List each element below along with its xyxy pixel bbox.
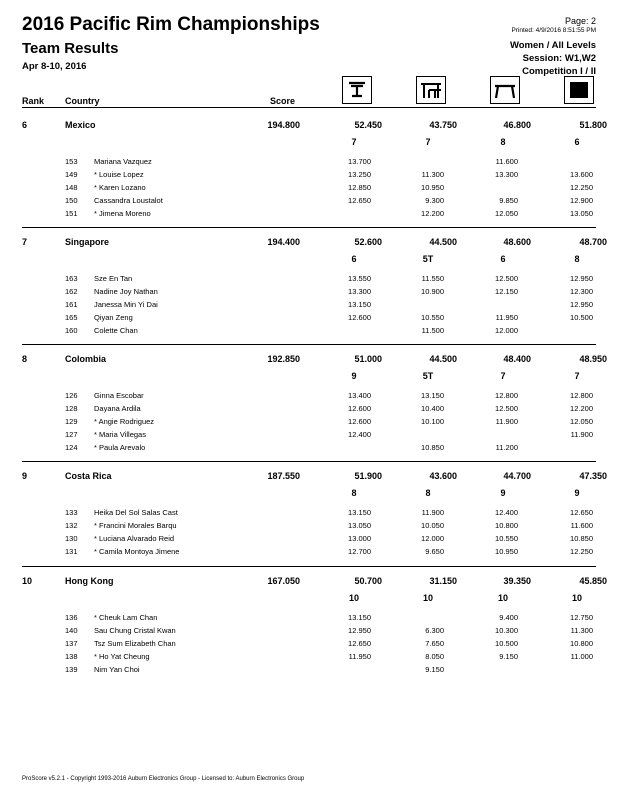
gymnast-event-score: 12.400 (495, 508, 518, 517)
gymnast-name: Sau Chung Cristal Kwan (94, 626, 176, 635)
gymnast-event-score: 13.550 (348, 274, 371, 283)
team-event-rank: 10 (348, 593, 359, 603)
gymnast-number: 127 (65, 430, 78, 439)
gymnast-event-score: 12.050 (495, 209, 518, 218)
gymnast-event-score: 13.150 (348, 613, 371, 622)
gymnast-name: * Maria Villegas (94, 430, 146, 439)
gymnast-event-score: 9.650 (425, 547, 444, 556)
score-column-header: Score (270, 96, 296, 106)
country-column-header: Country (65, 96, 100, 106)
gymnast-event-score: 12.650 (348, 639, 371, 648)
team-rank: 6 (22, 120, 28, 130)
gymnast-event-score: 12.850 (348, 183, 371, 192)
gymnast-event-score: 11.950 (348, 652, 371, 661)
team-event-rank: 10 (422, 593, 433, 603)
gymnast-event-score: 12.200 (421, 209, 444, 218)
team-event-score: 31.150 (429, 576, 457, 586)
gymnast-event-score: 12.400 (348, 430, 371, 439)
gymnast-name: Cassandra Loustalot (94, 196, 163, 205)
team-event-score: 48.400 (503, 354, 531, 364)
gymnast-event-score: 11.900 (570, 430, 593, 439)
team-score: 167.050 (267, 576, 300, 586)
gymnast-number: 138 (65, 652, 78, 661)
team-event-score: 51.000 (354, 354, 382, 364)
team-score: 187.550 (267, 471, 300, 481)
gymnast-event-score: 12.500 (495, 404, 518, 413)
gymnast-name: * Luciana Alvarado Reid (94, 534, 175, 543)
team-rank: 9 (22, 471, 28, 481)
gymnast-number: 140 (65, 626, 78, 635)
team-event-score: 51.800 (579, 120, 607, 130)
gymnast-event-score: 10.500 (495, 639, 518, 648)
team-event-score: 46.800 (503, 120, 531, 130)
gymnast-event-score: 12.250 (570, 547, 593, 556)
team-event-rank: 7 (574, 371, 580, 381)
gymnast-event-score: 12.650 (570, 508, 593, 517)
team-event-rank: 8 (425, 488, 431, 498)
gymnast-event-score: 10.100 (421, 417, 444, 426)
printed-timestamp: Printed: 4/9/2016 8:51:55 PM (511, 27, 596, 34)
gymnast-event-score: 12.600 (348, 417, 371, 426)
gymnast-name: Janessa Min Yi Dai (94, 300, 158, 309)
team-divider (22, 461, 596, 462)
gymnast-event-score: 12.750 (570, 613, 593, 622)
team-event-rank: 5T (422, 254, 434, 264)
team-event-score: 48.950 (579, 354, 607, 364)
team-event-score: 52.450 (354, 120, 382, 130)
team-score: 194.400 (267, 237, 300, 247)
gymnast-event-score: 12.900 (570, 196, 593, 205)
gymnast-event-score: 13.700 (348, 157, 371, 166)
team-divider (22, 227, 596, 228)
team-country: Hong Kong (65, 576, 114, 586)
gymnast-number: 130 (65, 534, 78, 543)
team-event-rank: 8 (351, 488, 357, 498)
gymnast-event-score: 11.000 (570, 652, 593, 661)
gymnast-name: * Paula Arevalo (94, 443, 146, 452)
gymnast-name: * Ho Yat Cheung (94, 652, 150, 661)
competition-label: Competition I / II (522, 66, 596, 77)
gymnast-number: 139 (65, 665, 78, 674)
team-event-score: 48.700 (579, 237, 607, 247)
team-score: 192.850 (267, 354, 300, 364)
rank-column-header: Rank (22, 96, 45, 106)
gymnast-name: Nadine Joy Nathan (94, 287, 158, 296)
gymnast-number: 126 (65, 391, 78, 400)
gymnast-event-score: 11.500 (421, 326, 444, 335)
team-rank: 10 (22, 576, 33, 586)
gymnast-number: 149 (65, 170, 78, 179)
gymnast-event-score: 12.000 (421, 534, 444, 543)
gymnast-event-score: 13.400 (348, 391, 371, 400)
team-event-rank: 9 (500, 488, 506, 498)
gymnast-event-score: 9.150 (425, 665, 444, 674)
gymnast-event-score: 10.050 (421, 521, 444, 530)
gymnast-number: 132 (65, 521, 78, 530)
gymnast-event-score: 9.850 (499, 196, 518, 205)
gymnast-event-score: 10.400 (421, 404, 444, 413)
gymnast-event-score: 11.900 (495, 417, 518, 426)
page-number: Page: 2 (564, 16, 596, 26)
gymnast-event-score: 10.850 (421, 443, 444, 452)
gymnast-event-score: 10.550 (495, 534, 518, 543)
team-country: Mexico (65, 120, 96, 130)
division-label: Women / All Levels (509, 40, 596, 51)
team-event-score: 39.350 (503, 576, 531, 586)
team-event-rank: 9 (351, 371, 357, 381)
meet-dates: Apr 8-10, 2016 (22, 61, 87, 72)
team-event-rank: 10 (571, 593, 582, 603)
team-event-score: 47.350 (579, 471, 607, 481)
uneven-bars-icon (416, 76, 446, 104)
team-event-score: 44.700 (503, 471, 531, 481)
gymnast-name: Ginna Escobar (94, 391, 144, 400)
gymnast-number: 148 (65, 183, 78, 192)
gymnast-event-score: 13.050 (348, 521, 371, 530)
gymnast-name: * Camila Montoya Jimene (94, 547, 180, 556)
gymnast-event-score: 10.950 (421, 183, 444, 192)
gymnast-event-score: 10.300 (495, 626, 518, 635)
gymnast-event-score: 12.150 (495, 287, 518, 296)
team-event-score: 43.750 (429, 120, 457, 130)
gymnast-event-score: 11.200 (495, 443, 518, 452)
gymnast-event-score: 11.300 (570, 626, 593, 635)
gymnast-event-score: 13.300 (495, 170, 518, 179)
gymnast-event-score: 10.950 (495, 547, 518, 556)
gymnast-event-score: 6.300 (425, 626, 444, 635)
team-event-rank: 6 (351, 254, 357, 264)
gymnast-number: 165 (65, 313, 78, 322)
footer-copyright: ProScore v5.2.1 - Copyright 1993-2016 Auburn Electronics Group - Licensed to: Auburn Electronics Group (22, 776, 305, 782)
gymnast-name: * Karen Lozano (94, 183, 146, 192)
gymnast-event-score: 10.800 (495, 521, 518, 530)
gymnast-name: * Louise Lopez (94, 170, 144, 179)
gymnast-event-score: 12.800 (570, 391, 593, 400)
team-score: 194.800 (267, 120, 300, 130)
gymnast-number: 163 (65, 274, 78, 283)
gymnast-event-score: 12.000 (495, 326, 518, 335)
session-label: Session: W1,W2 (522, 53, 596, 64)
gymnast-name: Tsz Sum Elizabeth Chan (94, 639, 176, 648)
team-event-rank: 5T (422, 371, 434, 381)
team-event-rank: 7 (425, 137, 431, 147)
gymnast-event-score: 13.300 (348, 287, 371, 296)
gymnast-name: Heika Del Sol Salas Cast (94, 508, 178, 517)
gymnast-event-score: 12.500 (495, 274, 518, 283)
gymnast-event-score: 13.150 (421, 391, 444, 400)
gymnast-name: * Francini Morales Barqu (94, 521, 177, 530)
team-event-rank: 6 (500, 254, 506, 264)
gymnast-name: * Jimena Moreno (94, 209, 151, 218)
team-event-score: 45.850 (579, 576, 607, 586)
team-rank: 8 (22, 354, 28, 364)
gymnast-event-score: 12.950 (570, 274, 593, 283)
gymnast-event-score: 12.950 (570, 300, 593, 309)
page-title: 2016 Pacific Rim Championships (22, 14, 320, 35)
gymnast-event-score: 13.000 (348, 534, 371, 543)
gymnast-event-score: 11.600 (570, 521, 593, 530)
gymnast-event-score: 12.600 (348, 313, 371, 322)
gymnast-name: Sze En Tan (94, 274, 133, 283)
gymnast-number: 150 (65, 196, 78, 205)
gymnast-event-score: 10.500 (570, 313, 593, 322)
gymnast-number: 151 (65, 209, 78, 218)
gymnast-event-score: 12.050 (570, 417, 593, 426)
gymnast-number: 128 (65, 404, 78, 413)
gymnast-number: 133 (65, 508, 78, 517)
team-event-rank: 8 (574, 254, 580, 264)
gymnast-event-score: 12.200 (570, 404, 593, 413)
team-event-score: 52.600 (354, 237, 382, 247)
gymnast-name: * Cheuk Lam Chan (94, 613, 158, 622)
gymnast-number: 124 (65, 443, 78, 452)
team-divider (22, 566, 596, 567)
gymnast-event-score: 9.300 (425, 196, 444, 205)
gymnast-event-score: 12.950 (348, 626, 371, 635)
gymnast-event-score: 9.400 (499, 613, 518, 622)
gymnast-number: 136 (65, 613, 78, 622)
gymnast-event-score: 13.150 (348, 300, 371, 309)
team-event-score: 50.700 (354, 576, 382, 586)
team-event-rank: 6 (574, 137, 580, 147)
gymnast-event-score: 11.900 (421, 508, 444, 517)
gymnast-event-score: 13.050 (570, 209, 593, 218)
gymnast-event-score: 7.650 (425, 639, 444, 648)
gymnast-event-score: 13.250 (348, 170, 371, 179)
gymnast-number: 137 (65, 639, 78, 648)
team-event-rank: 7 (351, 137, 357, 147)
team-country: Colombia (65, 354, 107, 364)
header-divider (22, 107, 596, 108)
gymnast-event-score: 13.150 (348, 508, 371, 517)
team-divider (22, 344, 596, 345)
gymnast-event-score: 9.150 (499, 652, 518, 661)
gymnast-event-score: 12.650 (348, 196, 371, 205)
gymnast-number: 129 (65, 417, 78, 426)
team-event-rank: 9 (574, 488, 580, 498)
team-event-score: 48.600 (503, 237, 531, 247)
gymnast-number: 162 (65, 287, 78, 296)
gymnast-event-score: 10.550 (421, 313, 444, 322)
team-event-score: 44.500 (429, 237, 457, 247)
vault-icon (342, 76, 372, 104)
gymnast-name: Nim Yan Choi (94, 665, 140, 674)
gymnast-event-score: 10.900 (421, 287, 444, 296)
gymnast-event-score: 12.300 (570, 287, 593, 296)
gymnast-event-score: 13.600 (570, 170, 593, 179)
team-event-score: 51.900 (354, 471, 382, 481)
gymnast-event-score: 12.250 (570, 183, 593, 192)
floor-exercise-icon (564, 76, 594, 104)
gymnast-event-score: 12.800 (495, 391, 518, 400)
gymnast-event-score: 11.300 (421, 170, 444, 179)
team-event-score: 44.500 (429, 354, 457, 364)
team-event-score: 43.600 (429, 471, 457, 481)
team-event-rank: 8 (500, 137, 506, 147)
page-subtitle: Team Results (22, 40, 119, 57)
gymnast-name: Mariana Vazquez (94, 157, 152, 166)
gymnast-event-score: 12.600 (348, 404, 371, 413)
gymnast-event-score: 11.550 (421, 274, 444, 283)
balance-beam-icon (490, 76, 520, 104)
gymnast-event-score: 12.700 (348, 547, 371, 556)
gymnast-name: Dayana Ardila (94, 404, 141, 413)
gymnast-event-score: 10.800 (570, 639, 593, 648)
gymnast-event-score: 11.950 (495, 313, 518, 322)
team-event-rank: 10 (497, 593, 508, 603)
team-event-rank: 7 (500, 371, 506, 381)
gymnast-event-score: 10.850 (570, 534, 593, 543)
gymnast-number: 161 (65, 300, 78, 309)
team-country: Costa Rica (65, 471, 112, 481)
team-rank: 7 (22, 237, 28, 247)
team-country: Singapore (65, 237, 110, 247)
gymnast-event-score: 11.600 (495, 157, 518, 166)
gymnast-number: 153 (65, 157, 78, 166)
gymnast-number: 131 (65, 547, 78, 556)
gymnast-name: * Angie Rodriguez (94, 417, 155, 426)
gymnast-name: Colette Chan (94, 326, 138, 335)
gymnast-event-score: 8.050 (425, 652, 444, 661)
gymnast-name: Qiyan Zeng (94, 313, 133, 322)
gymnast-number: 160 (65, 326, 78, 335)
